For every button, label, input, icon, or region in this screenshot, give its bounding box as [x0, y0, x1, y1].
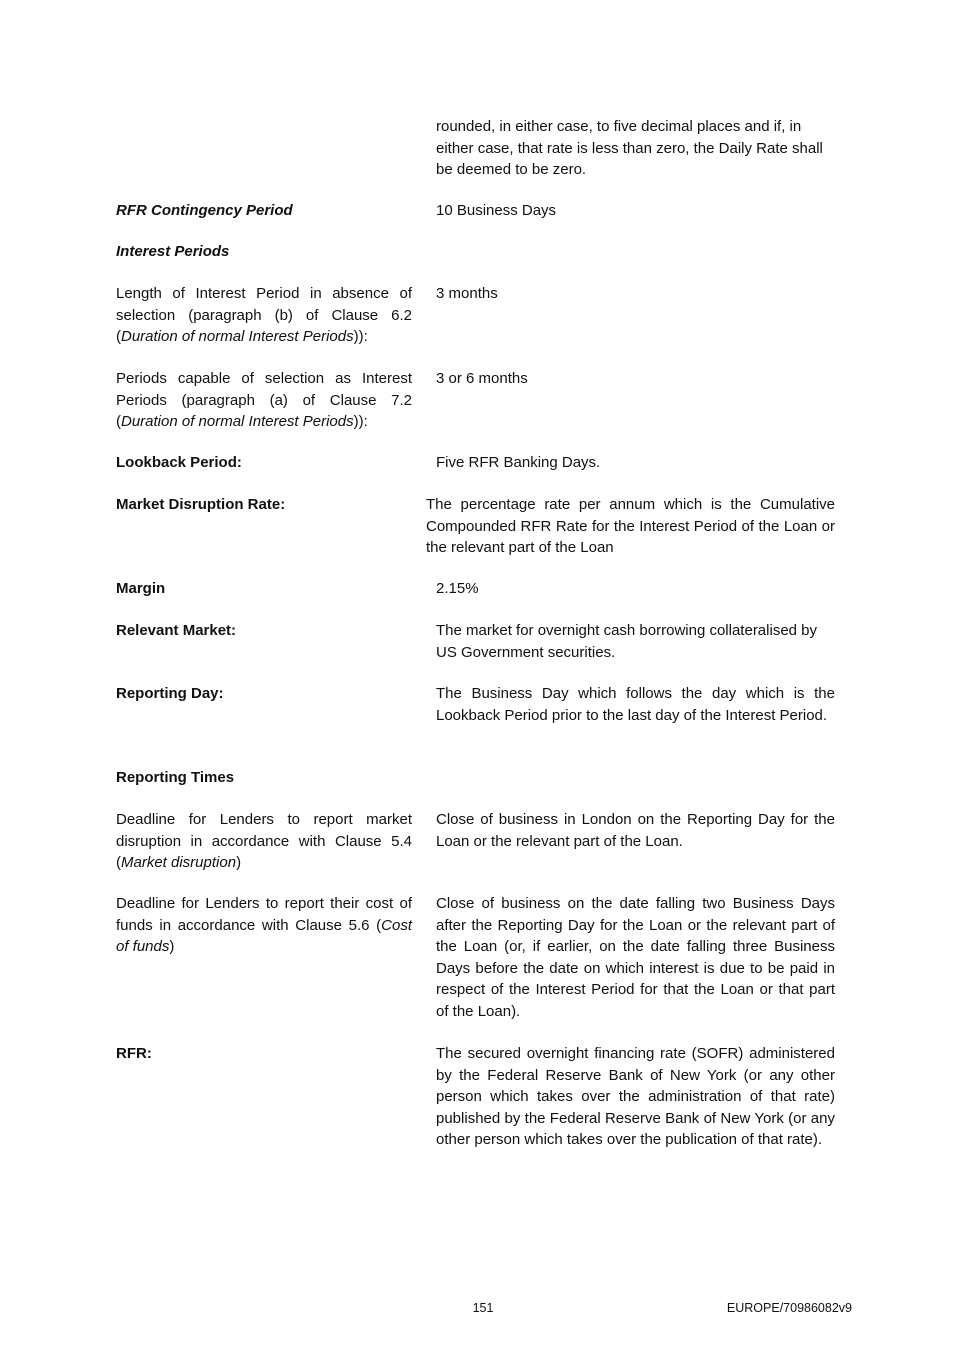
definition-label: RFR:: [116, 1045, 152, 1062]
definition-value: 2.15%: [436, 580, 479, 597]
definition-value: The secured overnight financing rate (SOFR) administered by the Federal Reserve Bank of New York (or any other person which takes over the administration of that rate) published by the Federal Reserve Bank of New York (or any other person which takes over the publication of that rate).: [436, 1045, 835, 1149]
definition-label: Lookback Period:: [116, 454, 242, 471]
definition-label: Reporting Day:: [116, 685, 224, 702]
definition-label: Margin: [116, 580, 166, 597]
definition-label: RFR Contingency Period: [116, 202, 293, 219]
definition-label: Deadline for Lenders to report market disruption in accordance with Clause 5.4 (Market disruption): [116, 811, 412, 872]
definition-value: The market for overnight cash borrowing collateralised by US Government securities.: [436, 622, 818, 661]
definition-label: Length of Interest Period in absence of selection (paragraph (b) of Clause 6.2 (Duration of normal Interest Periods)):: [116, 285, 412, 346]
section-heading: Reporting Times: [116, 769, 235, 786]
definition-value: 10 Business Days: [436, 202, 557, 219]
definition-label: Periods capable of selection as Interest Periods (paragraph (a) of Clause 7.2 (Duration of normal Interest Periods)):: [116, 370, 412, 431]
definition-value: rounded, in either case, to five decimal places and if, in either case, that rate is less than zero, the Daily Rate shall be deemed to be zero.: [436, 118, 823, 179]
definition-label: Relevant Market:: [116, 622, 237, 639]
section-heading: Interest Periods: [116, 243, 230, 260]
definition-label: Market Disruption Rate:: [116, 496, 286, 513]
definition-value: The Business Day which follows the day which is the Lookback Period prior to the last day of the Interest Period.: [436, 685, 835, 724]
definition-value: Five RFR Banking Days.: [436, 454, 601, 471]
definition-value: 3 months: [436, 285, 498, 302]
definition-value: The percentage rate per annum which is the Cumulative Compounded RFR Rate for the Interest Period of the Loan or the relevant part of the Loan: [426, 496, 835, 557]
definition-value: 3 or 6 months: [436, 370, 528, 387]
document-reference: EUROPE/70986082v9: [726, 1301, 852, 1315]
definition-value: Close of business on the date falling two Business Days after the Reporting Day for the Loan or the relevant part of the Loan (or, if earlier, on the date falling three Business Days before the date on which interest is due to be paid in respect of the Interest Period for that the Loan or that part of the Loan).: [436, 895, 835, 1020]
definition-label: Deadline for Lenders to report their cost of funds in accordance with Clause 5.6 (Cost of funds): [116, 895, 412, 956]
page-number: 151: [472, 1301, 494, 1315]
definition-value: Close of business in London on the Reporting Day for the Loan or the relevant part of the Loan.: [436, 811, 835, 850]
